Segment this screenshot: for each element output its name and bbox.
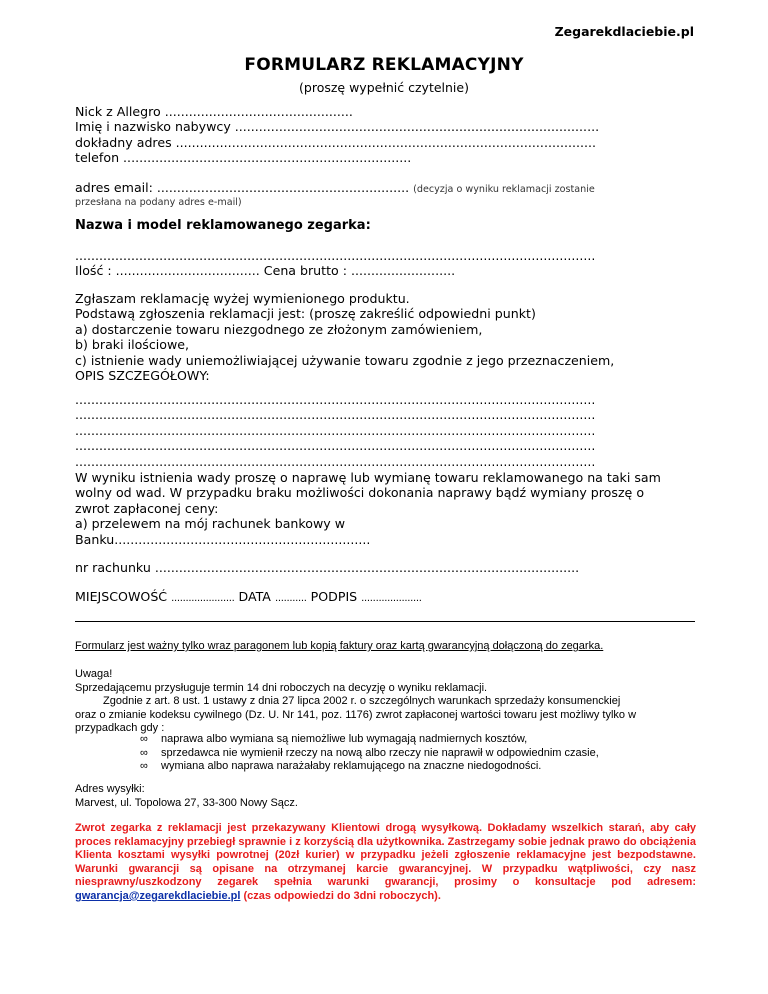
infinity-bullet-icon: ∞ bbox=[140, 760, 148, 773]
email-note: (decyzja o wyniku reklamacji zostanie bbox=[413, 184, 595, 195]
email-note-continued: przesłana na podany adres e-mail) bbox=[75, 197, 242, 208]
description-line[interactable]: .................................................................................................................................. bbox=[75, 392, 596, 407]
response-time-note: (czas odpowiedzi do 3dni roboczych). bbox=[243, 889, 441, 902]
signature-field[interactable]: ..................... bbox=[361, 593, 422, 604]
address-field[interactable]: dokładny adres ......................................................................................................... bbox=[75, 134, 596, 150]
signature-row bbox=[75, 589, 422, 606]
request-text: wolny od wad. W przypadku braku możliwości dokonania naprawy bądź wymiany proszę o bbox=[75, 485, 645, 501]
phone-field[interactable]: telefon ........................................................................ bbox=[75, 150, 412, 166]
description-fields bbox=[75, 392, 595, 469]
request-section bbox=[75, 470, 695, 547]
infinity-bullet-icon: ∞ bbox=[140, 746, 148, 759]
notice-text: oraz o zmianie kodeksu cywilnego (Dz. U. Nr 141, poz. 1176) zwrot zapłaconej wartości towaru jest możliwy tylko w bbox=[75, 708, 637, 721]
list-item-text: wymiana albo naprawa narażałaby reklamującego na znaczne niedogodności. bbox=[161, 760, 542, 773]
refund-option-a: a) przelewem na mój rachunek bankowy w bbox=[75, 516, 346, 532]
email-field[interactable]: adres email: ............................................................... bbox=[75, 180, 410, 195]
description-line[interactable]: .................................................................................................................................. bbox=[75, 438, 596, 454]
notice-text: Zgodnie z art. 8 ust. 1 ustawy z dnia 27 lipca 2002 r. o szczególnych warunkach sprzedaży konsumenckiej bbox=[103, 695, 621, 708]
signature-label: PODPIS bbox=[310, 589, 358, 604]
list-item-text: sprzedawca nie wymienił rzeczy na nową albo rzeczy nie naprawił w odpowiednim czasie, bbox=[161, 746, 599, 759]
claim-section bbox=[75, 291, 614, 383]
description-line[interactable]: .................................................................................................................................. bbox=[75, 453, 596, 469]
buyer-fields bbox=[75, 104, 599, 166]
form-title: FORMULARZ REKLAMACYJNY bbox=[244, 55, 524, 75]
infinity-bullet-icon: ∞ bbox=[140, 733, 148, 745]
address-label: Adres wysyłki: bbox=[75, 783, 145, 795]
date-label: DATA bbox=[238, 589, 271, 604]
description-line[interactable]: .................................................................................................................................. bbox=[75, 422, 596, 438]
notice-heading: Uwaga! bbox=[75, 668, 113, 680]
model-field[interactable]: .................................................................................................................................. bbox=[75, 248, 596, 263]
warranty-email-link[interactable]: gwarancja@zegarekdlaciebie.pl bbox=[75, 889, 241, 902]
bank-field[interactable]: Banku................................................................ bbox=[75, 531, 371, 547]
buyer-name-field[interactable]: Imię i nazwisko nabywcy ........................................................................................... bbox=[75, 119, 600, 135]
list-item bbox=[140, 747, 599, 761]
claim-option-b[interactable]: b) braki ilościowe, bbox=[75, 337, 190, 353]
account-number-field[interactable]: nr rachunku .......................................................................................................... bbox=[75, 560, 580, 575]
notice-section bbox=[75, 668, 697, 736]
shipping-address bbox=[75, 783, 298, 810]
divider bbox=[75, 621, 695, 622]
list-item-text: naprawa albo wymiana są niemożliwe lub wymagają nadmiernych kosztów, bbox=[161, 733, 528, 745]
claim-basis-label: Podstawą zgłoszenia reklamacji jest: (proszę zakreślić odpowiedni punkt) bbox=[75, 306, 536, 322]
form-subtitle: (proszę wypełnić czytelnie) bbox=[299, 80, 469, 95]
return-policy-text: Zwrot zegarka z reklamacji jest przekazywany Klientowi drogą wysyłkową. Dokładamy wszelkich starań, aby cały proces reklamacyjny przebiegł sprawnie i z korzyścią dla użytkownika. Zastrzegamy sobie jednak prawo do obciążenia Klienta kosztami wysyłki powrotnej (20zł kurier) w przypadku jeżeli zgłoszenie reklamacyjne jest bezpodstawne. Warunki gwarancji są opisane na otrzymanej karcie gwarancyjnej. W przypadku wątpliwości, czy nasz niesprawny/uszkodzony zegarek spełnia warunki gwarancji, prosimy o konsultacje pod adresem: bbox=[75, 822, 696, 889]
list-item bbox=[140, 733, 599, 747]
claim-option-c[interactable]: c) istnienie wady uniemożliwiającej używanie towaru zgodnie z jego przeznaczeniem, bbox=[75, 352, 615, 368]
request-text: W wyniku istnienia wady proszę o naprawę lub wymianę towaru reklamowanego na taki sam bbox=[75, 470, 661, 485]
place-field[interactable]: ...................... bbox=[171, 593, 235, 604]
notice-text: przypadkach gdy : bbox=[75, 722, 165, 735]
model-fields bbox=[75, 248, 595, 279]
claim-statement: Zgłaszam reklamację wyżej wymienionego produktu. bbox=[75, 291, 410, 306]
validity-note: Formularz jest ważny tylko wraz paragonem lub kopią faktury oraz kartą gwarancyjną dołączoną do zegarka. bbox=[75, 640, 604, 652]
allegro-nick-field[interactable]: Nick z Allegro ............................................... bbox=[75, 104, 353, 119]
claim-option-a[interactable]: a) dostarczenie towaru niezgodnego ze złożonym zamówieniem, bbox=[75, 321, 483, 337]
request-text: zwrot zapłaconej ceny: bbox=[75, 500, 219, 516]
notice-text: Sprzedającemu przysługuje termin 14 dni roboczych na decyzję o wyniku reklamacji. bbox=[75, 681, 488, 694]
site-name: Zegarekdlaciebie.pl bbox=[554, 24, 694, 39]
list-item bbox=[140, 760, 599, 774]
place-label: MIEJSCOWOŚĆ bbox=[75, 589, 168, 604]
address-value: Marvest, ul. Topolowa 27, 33-300 Nowy Sącz. bbox=[75, 796, 298, 809]
quantity-price-field[interactable]: Ilość : .................................... Cena brutto : .......................... bbox=[75, 263, 456, 279]
conditions-list bbox=[140, 733, 599, 774]
return-policy-notice bbox=[75, 822, 696, 904]
model-heading: Nazwa i model reklamowanego zegarka: bbox=[75, 218, 371, 233]
date-field[interactable]: ........... bbox=[274, 593, 307, 604]
description-label: OPIS SZCZEGÓŁOWY: bbox=[75, 368, 210, 384]
description-line[interactable]: .................................................................................................................................. bbox=[75, 407, 596, 423]
